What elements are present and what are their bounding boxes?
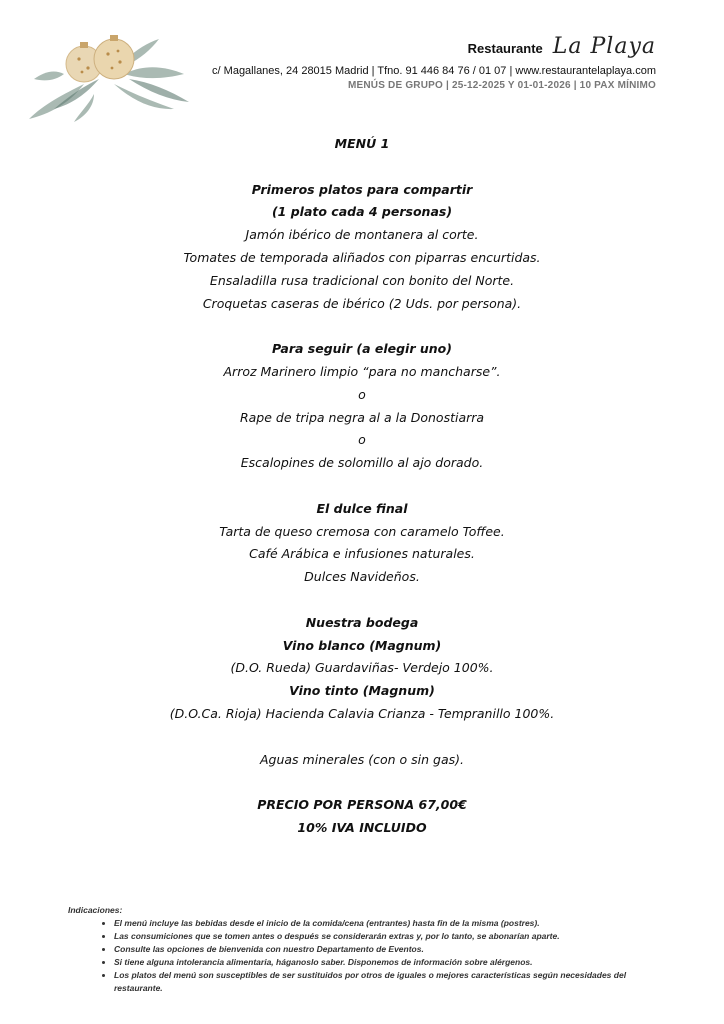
wine-heading: Nuestra bodega <box>305 614 419 630</box>
christmas-ornaments-icon <box>24 24 204 124</box>
mains-heading: Para seguir (a elegir uno) <box>272 341 452 357</box>
dessert-item: Dulces Navideños. <box>304 569 420 585</box>
contact-line: c/ Magallanes, 24 28015 Madrid | Tfno. 91 446 84 76 / 01 07 | www.restaurantelaplaya.com <box>212 65 656 77</box>
note-item: • Los platos del menú son susceptibles de ser sustituidos por otros de iguales o mejores características según necesidades del restaurante. <box>114 969 660 995</box>
dessert-item: Café Arábica e infusiones naturales. <box>249 546 475 562</box>
note-item: • El menú incluye las bebidas desde el inicio de la comida/cena (entrantes) hasta fin de la misma (postres). <box>114 917 660 930</box>
price: PRECIO POR PERSONA 67,00€ <box>257 797 467 813</box>
dessert-heading: El dulce final <box>316 500 408 516</box>
starter-item: Ensaladilla rusa tradicional con bonito del Norte. <box>209 272 515 288</box>
notes-section <box>68 905 660 995</box>
notes-list <box>68 917 660 995</box>
main-separator: o <box>358 386 366 402</box>
white-wine-heading: Vino blanco (Magnum) <box>282 637 442 653</box>
restaurant-brand <box>212 34 656 59</box>
notes-title: Indicaciones: <box>68 905 123 915</box>
vat-note: 10% IVA INCLUIDO <box>297 819 427 835</box>
starter-item: Croquetas caseras de ibérico (2 Uds. por persona). <box>202 295 522 311</box>
main-separator: o <box>358 432 366 448</box>
main-item: Rape de tripa negra al a la Donostiarra <box>239 409 485 425</box>
starters-heading: Primeros platos para compartir <box>251 181 473 197</box>
water: Aguas minerales (con o sin gas). <box>259 751 465 767</box>
menu-body <box>0 133 724 840</box>
note-item: • Si tiene alguna intolerancia alimentaria, háganoslo saber. Disponemos de información sobre alérgenos. <box>114 956 660 969</box>
note-item: • Consulte las opciones de bienvenida con nuestro Departamento de Eventos. <box>114 943 660 956</box>
main-item: Arroz Marinero limpio “para no mancharse”. <box>223 363 501 379</box>
white-wine: (D.O. Rueda) Guardaviñas- Verdejo 100%. <box>230 660 494 676</box>
restaurant-header <box>212 34 656 91</box>
red-wine-heading: Vino tinto (Magnum) <box>289 683 435 699</box>
brand-name: La Playa <box>552 34 656 59</box>
brand-prefix: Restaurante <box>467 41 543 56</box>
starter-item: Jamón ibérico de montanera al corte. <box>245 227 479 243</box>
event-info: MENÚS DE GRUPO | 25-12-2025 Y 01-01-2026 | 10 PAX MÍNIMO <box>347 80 656 91</box>
red-wine: (D.O.Ca. Rioja) Hacienda Calavia Crianza - Tempranillo 100%. <box>169 705 555 721</box>
starter-item: Tomates de temporada aliñados con piparras encurtidas. <box>183 249 541 265</box>
main-item: Escalopines de solomillo al ajo dorado. <box>240 455 484 471</box>
dessert-item: Tarta de queso cremosa con caramelo Toffee. <box>219 523 505 539</box>
menu-title: MENÚ 1 <box>334 136 390 151</box>
starters-subheading: (1 plato cada 4 personas) <box>271 204 453 220</box>
note-item: • Las consumiciones que se tomen antes o después se considerarán extras y, por lo tanto, se abonarían aparte. <box>114 930 660 943</box>
